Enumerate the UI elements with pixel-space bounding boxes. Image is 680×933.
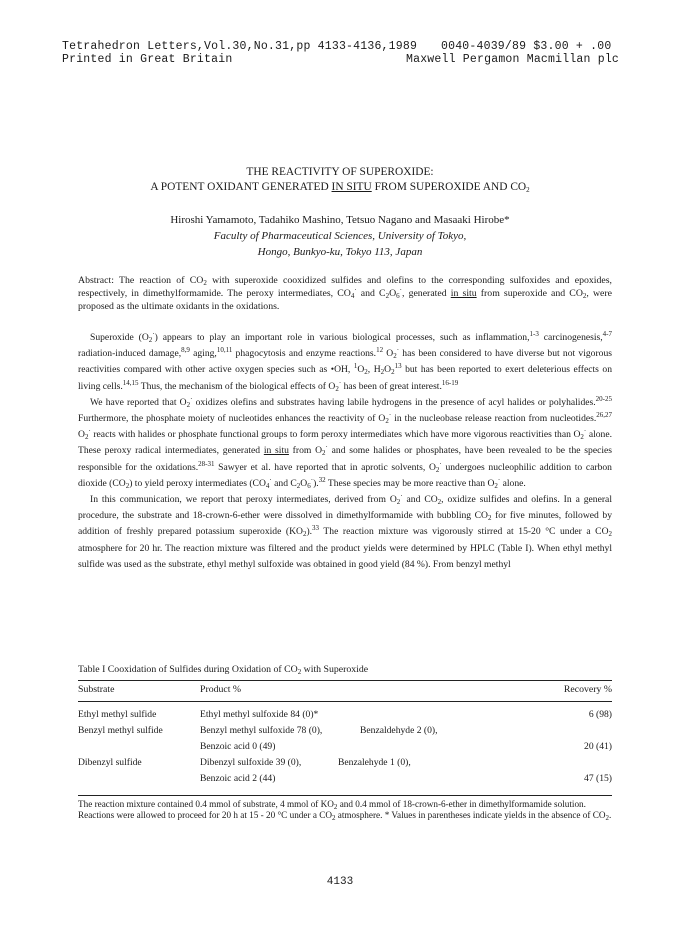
printed-location: Printed in Great Britain (62, 53, 233, 66)
table-row (78, 757, 612, 773)
page-number: 4133 (326, 876, 354, 888)
table-cell-recovery: 20 (41) (584, 741, 612, 752)
abstract: Abstract: The reaction of $CO_2$ with superoxide cooxidized sulfides and olefins to the corresponding sulfoxides and epoxides, respectively, in dimethylformamide. The peroxy intermediates, $CO_4^\cdot$ and $C_2O_6^\cdot$, generated in situ from superoxide and $CO_2$, were proposed as the ultimate oxidants in the oxidations. (78, 275, 613, 312)
table-cell-product: Benzoic acid 2 (44) (200, 773, 276, 784)
issn-price: 0040-4039/89 $3.00 + .00 (441, 40, 612, 53)
paragraph-2: We have reported that $O_2^\cdot$ oxidizes olefins and substrates having labile hydrogens in the presence of acyl halides or polyhalides.$^{20-25}$ Furthermore, the phosphate moiety of nucleotides enhances the reactivity of $O_2^\cdot$ in the nucleobase release reaction from nucleotides.$^{26,27}$ $O_2^\cdot$ reacts with halides or phosphate functional groups to form peroxy intermediates which have more vigorous reactivities than $O_2^\cdot$ alone. These peroxy radical intermediates, generated in situ from $O_2^\cdot$ and some halides or phosphates, have been revealed to be the species responsible for the oxidations.$^{28-31}$ Sawyer et al. have reported that in aprotic solvents, $O_2^\cdot$ undergoes nucleophilic addition to carbon dioxide $(CO_2)$ to yield peroxy intermediates ($CO_4^\cdot$ and $C_2O_6^\cdot).^{32}$ These species may be more reactive than $O_2^\cdot$ alone. (78, 394, 613, 490)
table-header-product: Product % (200, 684, 242, 695)
table-header-substrate: Substrate (78, 684, 115, 695)
table-bottom-rule (78, 795, 612, 796)
affiliation-line-1: Faculty of Pharmaceutical Sciences, University of Tokyo, (213, 230, 467, 242)
table-header-rule (78, 701, 612, 702)
journal-citation: Tetrahedron Letters,Vol.30,No.31,pp 4133-4136,1989 (62, 40, 418, 53)
table-cell-product-2: Benzalehyde 1 (0), (338, 757, 411, 768)
table-top-rule (78, 680, 612, 681)
paragraph-1: Superoxide $(O_2^\cdot)$ appears to play an important role in various biological processes, such as inflammation,$^{1-3}$ carcinogenesis,$^{4-7}$ radiation-induced damage,$^{8,9}$ aging,$^{10,11}$ phagocytosis and enzyme reactions.$^{12}$ $O_2^\cdot$ has been considered to have diverse but not vigorous reactivities compared with other active oxygen species such as •OH, $^1O_2$, $H_2O_2^{13}$ but has been reported to exert deleterious effects on living cells.$^{14,15}$ Thus, the mechanism of the biological effects of $O_2^\cdot$ has been of great interest.$^{16-19}$ (78, 330, 612, 393)
table-cell-substrate: Ethyl methyl sulfide (78, 709, 157, 720)
table-cell-product: Ethyl methyl sulfoxide 84 (0)* (200, 709, 319, 720)
title-line-1: THE REACTIVITY OF SUPEROXIDE: (246, 166, 434, 178)
table-row (78, 741, 612, 757)
table-cell-substrate: Dibenzyl sulfide (78, 757, 142, 768)
table-cell-product: Benzyl methyl sulfoxide 78 (0), (200, 725, 323, 736)
table-cell-product: Dibenzyl sulfoxide 39 (0), (200, 757, 302, 768)
table-cell-substrate: Benzyl methyl sulfide (78, 725, 163, 736)
paragraph-3: In this communication, we report that peroxy intermediates, derived from $O_2^\cdot$ and $CO_2$, oxidize sulfides and olefins. In a general procedure, the substrate and 18-crown-6-ether were dissolved in dimethylformamide with bubbling $CO_2$ for five minutes, followed by addition of freshly prepared potassium superoxide $(KO_2).^{33}$ The reaction mixture was vigorously stirred at 15-20 °C under a $CO_2$ atmosphere for 20 hr. The reaction mixture was filtered and the product yields were determined by HPLC (Table I). When ethyl methyl sulfide was used as the substrate, ethyl methyl sulfoxide was obtained in good yield (84 %). From benzyl methyl (78, 492, 612, 570)
table-row (78, 773, 612, 789)
table-body (78, 709, 612, 789)
title-line-2: A POTENT OXIDANT GENERATED IN SITU FROM SUPEROXIDE AND $CO_2$ (150, 181, 530, 194)
body-text (78, 330, 612, 573)
table-row (78, 725, 612, 741)
affiliation-line-2: Hongo, Bunkyo-ku, Tokyo 113, Japan (257, 246, 423, 258)
table-cell-recovery: 6 (98) (588, 709, 612, 720)
table-footnote: The reaction mixture contained 0.4 mmol of substrate, 4 mmol of $KO_2$ and 0.4 mmol of 18-crown-6-ether in dimethylformamide solution. Reactions were allowed to proceed for 20 h at 15 - 20 °C under a $CO_2$ atmosphere. * Values in parentheses indicate yields in the absence of $CO_2$. (78, 799, 612, 822)
table-cell-product: Benzoic acid 0 (49) (200, 741, 276, 752)
table-cell-recovery: 47 (15) (584, 773, 612, 784)
table-header-recovery: Recovery % (563, 684, 612, 695)
table-caption: Table I Cooxidation of Sulfides during Oxidation of $CO_2$ with Superoxide (78, 664, 369, 676)
publisher: Maxwell Pergamon Macmillan plc (406, 53, 620, 66)
authors: Hiroshi Yamamoto, Tadahiko Mashino, Tetsuo Nagano and Masaaki Hirobe* (170, 214, 510, 226)
table-row (78, 709, 612, 725)
table-cell-product-2: Benzaldehyde 2 (0), (360, 725, 438, 736)
